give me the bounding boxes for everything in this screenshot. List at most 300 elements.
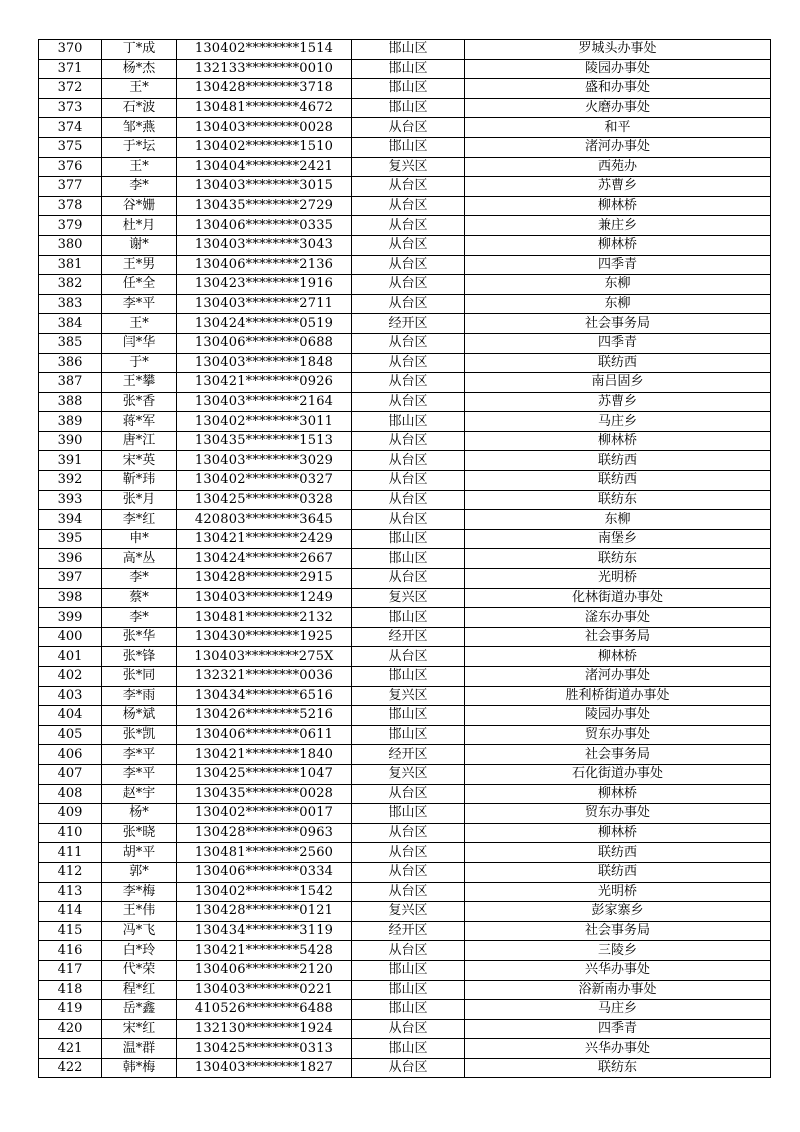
district: 复兴区	[352, 686, 465, 706]
district: 从台区	[352, 1019, 465, 1039]
row-number: 413	[39, 882, 102, 902]
id-number: 130428********3718	[177, 79, 352, 99]
person-name: 王*	[102, 79, 177, 99]
row-number: 381	[39, 255, 102, 275]
person-name: 谢*	[102, 235, 177, 255]
row-number: 403	[39, 686, 102, 706]
id-number: 130435********2729	[177, 196, 352, 216]
table-row	[39, 137, 771, 157]
person-name: 李*平	[102, 745, 177, 765]
id-number: 130425********0328	[177, 490, 352, 510]
row-number: 411	[39, 843, 102, 863]
row-number: 398	[39, 588, 102, 608]
unit-name: 南堡乡	[465, 529, 771, 549]
row-number: 422	[39, 1058, 102, 1078]
unit-name: 苏曹乡	[465, 177, 771, 197]
id-number: 130430********1925	[177, 627, 352, 647]
district: 经开区	[352, 745, 465, 765]
id-number: 130406********2120	[177, 960, 352, 980]
row-number: 418	[39, 980, 102, 1000]
table-row	[39, 392, 771, 412]
row-number: 394	[39, 510, 102, 530]
person-name: 申*	[102, 529, 177, 549]
unit-name: 光明桥	[465, 569, 771, 589]
row-number: 386	[39, 353, 102, 373]
district: 从台区	[352, 294, 465, 314]
person-name: 岳*鑫	[102, 1000, 177, 1020]
district: 从台区	[352, 784, 465, 804]
id-number: 130403********1827	[177, 1058, 352, 1078]
table-row	[39, 569, 771, 589]
unit-name: 彭家寨乡	[465, 902, 771, 922]
row-number: 414	[39, 902, 102, 922]
id-number: 130481********4672	[177, 98, 352, 118]
row-number: 415	[39, 921, 102, 941]
id-number: 130403********3015	[177, 177, 352, 197]
unit-name: 西苑办	[465, 157, 771, 177]
unit-name: 柳林桥	[465, 235, 771, 255]
unit-name: 社会事务局	[465, 745, 771, 765]
unit-name: 马庄乡	[465, 412, 771, 432]
row-number: 390	[39, 431, 102, 451]
person-name: 王*	[102, 314, 177, 334]
unit-name: 胜利桥街道办事处	[465, 686, 771, 706]
table-row	[39, 921, 771, 941]
id-number: 410526********6488	[177, 1000, 352, 1020]
unit-name: 贸东办事处	[465, 725, 771, 745]
row-number: 420	[39, 1019, 102, 1039]
row-number: 391	[39, 451, 102, 471]
unit-name: 联纺西	[465, 353, 771, 373]
person-name: 邹*燕	[102, 118, 177, 138]
row-number: 383	[39, 294, 102, 314]
row-number: 392	[39, 471, 102, 491]
unit-name: 光明桥	[465, 882, 771, 902]
table-row	[39, 764, 771, 784]
district: 邯山区	[352, 40, 465, 60]
id-number: 130403********1848	[177, 353, 352, 373]
id-number: 130423********1916	[177, 275, 352, 295]
id-number: 130406********0611	[177, 725, 352, 745]
person-name: 张*华	[102, 627, 177, 647]
person-name: 李*	[102, 608, 177, 628]
person-name: 李*	[102, 569, 177, 589]
table-row	[39, 294, 771, 314]
row-number: 396	[39, 549, 102, 569]
district: 从台区	[352, 216, 465, 236]
table-row	[39, 627, 771, 647]
district: 从台区	[352, 373, 465, 393]
row-number: 384	[39, 314, 102, 334]
person-name: 杜*月	[102, 216, 177, 236]
table-row	[39, 59, 771, 79]
row-number: 407	[39, 764, 102, 784]
row-number: 399	[39, 608, 102, 628]
unit-name: 陵园办事处	[465, 59, 771, 79]
row-number: 378	[39, 196, 102, 216]
id-number: 130406********2136	[177, 255, 352, 275]
row-number: 412	[39, 862, 102, 882]
district: 从台区	[352, 1058, 465, 1078]
district: 从台区	[352, 569, 465, 589]
unit-name: 东柳	[465, 294, 771, 314]
row-number: 376	[39, 157, 102, 177]
table-row	[39, 275, 771, 295]
person-name: 杨*斌	[102, 706, 177, 726]
row-number: 388	[39, 392, 102, 412]
unit-name: 联纺西	[465, 451, 771, 471]
id-number: 130435********0028	[177, 784, 352, 804]
row-number: 405	[39, 725, 102, 745]
person-name: 王*	[102, 157, 177, 177]
district: 从台区	[352, 392, 465, 412]
table-row	[39, 510, 771, 530]
person-name: 蔡*	[102, 588, 177, 608]
district: 从台区	[352, 471, 465, 491]
table-row	[39, 823, 771, 843]
table-row	[39, 40, 771, 60]
district: 邯山区	[352, 137, 465, 157]
table-row	[39, 647, 771, 667]
unit-name: 柳林桥	[465, 647, 771, 667]
table-row	[39, 98, 771, 118]
table-row	[39, 549, 771, 569]
row-number: 389	[39, 412, 102, 432]
unit-name: 社会事务局	[465, 627, 771, 647]
district: 邯山区	[352, 980, 465, 1000]
person-name: 宋*英	[102, 451, 177, 471]
district: 邯山区	[352, 667, 465, 687]
district: 邯山区	[352, 1039, 465, 1059]
person-name: 温*群	[102, 1039, 177, 1059]
id-number: 130428********0121	[177, 902, 352, 922]
district: 从台区	[352, 882, 465, 902]
unit-name: 联纺西	[465, 471, 771, 491]
row-number: 402	[39, 667, 102, 687]
table-row	[39, 608, 771, 628]
id-number: 130402********1510	[177, 137, 352, 157]
district: 从台区	[352, 235, 465, 255]
table-row	[39, 960, 771, 980]
row-number: 417	[39, 960, 102, 980]
id-number: 130406********0688	[177, 333, 352, 353]
id-number: 130403********3043	[177, 235, 352, 255]
district: 从台区	[352, 843, 465, 863]
district: 经开区	[352, 627, 465, 647]
unit-name: 柳林桥	[465, 196, 771, 216]
person-name: 蒋*军	[102, 412, 177, 432]
table-row	[39, 451, 771, 471]
id-number: 130434********6516	[177, 686, 352, 706]
person-name: 李*平	[102, 294, 177, 314]
table-row	[39, 333, 771, 353]
district: 复兴区	[352, 764, 465, 784]
district: 从台区	[352, 118, 465, 138]
table-row	[39, 882, 771, 902]
table-row	[39, 177, 771, 197]
id-number: 130481********2560	[177, 843, 352, 863]
id-number: 130406********0335	[177, 216, 352, 236]
person-name: 王*伟	[102, 902, 177, 922]
row-number: 410	[39, 823, 102, 843]
table-row	[39, 804, 771, 824]
table-row	[39, 1039, 771, 1059]
person-name: 唐*江	[102, 431, 177, 451]
id-number: 130403********275X	[177, 647, 352, 667]
district: 从台区	[352, 196, 465, 216]
person-name: 李*	[102, 177, 177, 197]
table-row	[39, 862, 771, 882]
table-row	[39, 980, 771, 1000]
row-number: 370	[39, 40, 102, 60]
unit-name: 社会事务局	[465, 921, 771, 941]
unit-name: 联纺东	[465, 1058, 771, 1078]
district: 邯山区	[352, 706, 465, 726]
district: 邯山区	[352, 1000, 465, 1020]
id-number: 130402********0017	[177, 804, 352, 824]
row-number: 401	[39, 647, 102, 667]
unit-name: 南吕固乡	[465, 373, 771, 393]
district: 从台区	[352, 490, 465, 510]
table-row	[39, 79, 771, 99]
row-number: 373	[39, 98, 102, 118]
row-number: 393	[39, 490, 102, 510]
id-number: 130402********0327	[177, 471, 352, 491]
table-row	[39, 314, 771, 334]
table-row	[39, 216, 771, 236]
unit-name: 渚河办事处	[465, 137, 771, 157]
id-number: 130403********3029	[177, 451, 352, 471]
unit-name: 社会事务局	[465, 314, 771, 334]
id-number: 130428********0963	[177, 823, 352, 843]
person-name: 李*红	[102, 510, 177, 530]
person-name: 张*香	[102, 392, 177, 412]
id-number: 130435********1513	[177, 431, 352, 451]
row-number: 375	[39, 137, 102, 157]
district: 从台区	[352, 647, 465, 667]
person-name: 杨*杰	[102, 59, 177, 79]
id-number: 130402********1542	[177, 882, 352, 902]
id-number: 130406********0334	[177, 862, 352, 882]
id-number: 130403********1249	[177, 588, 352, 608]
table-row	[39, 1058, 771, 1078]
id-number: 130425********0313	[177, 1039, 352, 1059]
table-row	[39, 588, 771, 608]
row-number: 400	[39, 627, 102, 647]
table-row	[39, 843, 771, 863]
unit-name: 联纺东	[465, 549, 771, 569]
district: 邯山区	[352, 549, 465, 569]
person-name: 石*波	[102, 98, 177, 118]
row-number: 377	[39, 177, 102, 197]
district: 从台区	[352, 451, 465, 471]
person-name: 宋*红	[102, 1019, 177, 1039]
unit-name: 兼庄乡	[465, 216, 771, 236]
district: 从台区	[352, 941, 465, 961]
id-number: 132321********0036	[177, 667, 352, 687]
unit-name: 联纺西	[465, 843, 771, 863]
row-number: 380	[39, 235, 102, 255]
row-number: 395	[39, 529, 102, 549]
unit-name: 苏曹乡	[465, 392, 771, 412]
unit-name: 马庄乡	[465, 1000, 771, 1020]
unit-name: 柳林桥	[465, 784, 771, 804]
district: 复兴区	[352, 902, 465, 922]
person-name: 程*红	[102, 980, 177, 1000]
id-number: 130403********2711	[177, 294, 352, 314]
roster-table	[38, 39, 771, 1078]
unit-name: 四季青	[465, 333, 771, 353]
district: 从台区	[352, 862, 465, 882]
unit-name: 联纺西	[465, 862, 771, 882]
table-row	[39, 667, 771, 687]
row-number: 408	[39, 784, 102, 804]
table-row	[39, 471, 771, 491]
person-name: 任*全	[102, 275, 177, 295]
person-name: 靳*玮	[102, 471, 177, 491]
table-row	[39, 529, 771, 549]
person-name: 高*丛	[102, 549, 177, 569]
person-name: 于*坛	[102, 137, 177, 157]
district: 从台区	[352, 353, 465, 373]
person-name: 于*	[102, 353, 177, 373]
person-name: 李*梅	[102, 882, 177, 902]
table-row	[39, 412, 771, 432]
unit-name: 和平	[465, 118, 771, 138]
district: 邯山区	[352, 79, 465, 99]
district: 邯山区	[352, 960, 465, 980]
unit-name: 兴华办事处	[465, 1039, 771, 1059]
id-number: 130426********5216	[177, 706, 352, 726]
row-number: 379	[39, 216, 102, 236]
person-name: 张*晓	[102, 823, 177, 843]
id-number: 130404********2421	[177, 157, 352, 177]
row-number: 372	[39, 79, 102, 99]
id-number: 132133********0010	[177, 59, 352, 79]
unit-name: 盛和办事处	[465, 79, 771, 99]
unit-name: 石化街道办事处	[465, 764, 771, 784]
person-name: 李*平	[102, 764, 177, 784]
table-row	[39, 235, 771, 255]
table-row	[39, 373, 771, 393]
id-number: 130424********0519	[177, 314, 352, 334]
district: 邯山区	[352, 608, 465, 628]
unit-name: 柳林桥	[465, 823, 771, 843]
id-number: 420803********3645	[177, 510, 352, 530]
unit-name: 滏东办事处	[465, 608, 771, 628]
table-row	[39, 902, 771, 922]
row-number: 385	[39, 333, 102, 353]
row-number: 406	[39, 745, 102, 765]
person-name: 赵*宇	[102, 784, 177, 804]
person-name: 谷*姗	[102, 196, 177, 216]
person-name: 郭*	[102, 862, 177, 882]
row-number: 419	[39, 1000, 102, 1020]
person-name: 张*锋	[102, 647, 177, 667]
person-name: 冯*飞	[102, 921, 177, 941]
person-name: 闫*华	[102, 333, 177, 353]
person-name: 李*雨	[102, 686, 177, 706]
table-row	[39, 1019, 771, 1039]
unit-name: 东柳	[465, 275, 771, 295]
person-name: 韩*梅	[102, 1058, 177, 1078]
table-row	[39, 784, 771, 804]
id-number: 130403********0028	[177, 118, 352, 138]
id-number: 132130********1924	[177, 1019, 352, 1039]
district: 从台区	[352, 823, 465, 843]
table-row	[39, 118, 771, 138]
id-number: 130403********0221	[177, 980, 352, 1000]
id-number: 130421********5428	[177, 941, 352, 961]
table-row	[39, 255, 771, 275]
row-number: 397	[39, 569, 102, 589]
district: 邯山区	[352, 804, 465, 824]
id-number: 130421********0926	[177, 373, 352, 393]
table-row	[39, 157, 771, 177]
table-row	[39, 196, 771, 216]
table-row	[39, 941, 771, 961]
id-number: 130425********1047	[177, 764, 352, 784]
unit-name: 罗城头办事处	[465, 40, 771, 60]
unit-name: 化林街道办事处	[465, 588, 771, 608]
table-row	[39, 706, 771, 726]
district: 复兴区	[352, 588, 465, 608]
row-number: 416	[39, 941, 102, 961]
person-name: 王*男	[102, 255, 177, 275]
row-number: 374	[39, 118, 102, 138]
person-name: 白*玲	[102, 941, 177, 961]
unit-name: 四季青	[465, 1019, 771, 1039]
district: 复兴区	[352, 157, 465, 177]
table-row	[39, 431, 771, 451]
person-name: 张*月	[102, 490, 177, 510]
district: 经开区	[352, 314, 465, 334]
table-row	[39, 686, 771, 706]
row-number: 404	[39, 706, 102, 726]
unit-name: 火磨办事处	[465, 98, 771, 118]
roster-body	[39, 40, 771, 1078]
id-number: 130434********3119	[177, 921, 352, 941]
unit-name: 兴华办事处	[465, 960, 771, 980]
district: 从台区	[352, 177, 465, 197]
district: 从台区	[352, 510, 465, 530]
row-number: 382	[39, 275, 102, 295]
person-name: 张*凯	[102, 725, 177, 745]
unit-name: 四季青	[465, 255, 771, 275]
person-name: 代*荣	[102, 960, 177, 980]
row-number: 409	[39, 804, 102, 824]
table-row	[39, 353, 771, 373]
person-name: 王*攀	[102, 373, 177, 393]
table-row	[39, 1000, 771, 1020]
district: 从台区	[352, 275, 465, 295]
id-number: 130403********2164	[177, 392, 352, 412]
district: 邯山区	[352, 59, 465, 79]
district: 邯山区	[352, 725, 465, 745]
district: 邯山区	[352, 529, 465, 549]
row-number: 371	[39, 59, 102, 79]
table-row	[39, 725, 771, 745]
unit-name: 贸东办事处	[465, 804, 771, 824]
unit-name: 渚河办事处	[465, 667, 771, 687]
id-number: 130402********1514	[177, 40, 352, 60]
district: 从台区	[352, 333, 465, 353]
unit-name: 陵园办事处	[465, 706, 771, 726]
row-number: 421	[39, 1039, 102, 1059]
unit-name: 柳林桥	[465, 431, 771, 451]
unit-name: 三陵乡	[465, 941, 771, 961]
id-number: 130421********1840	[177, 745, 352, 765]
